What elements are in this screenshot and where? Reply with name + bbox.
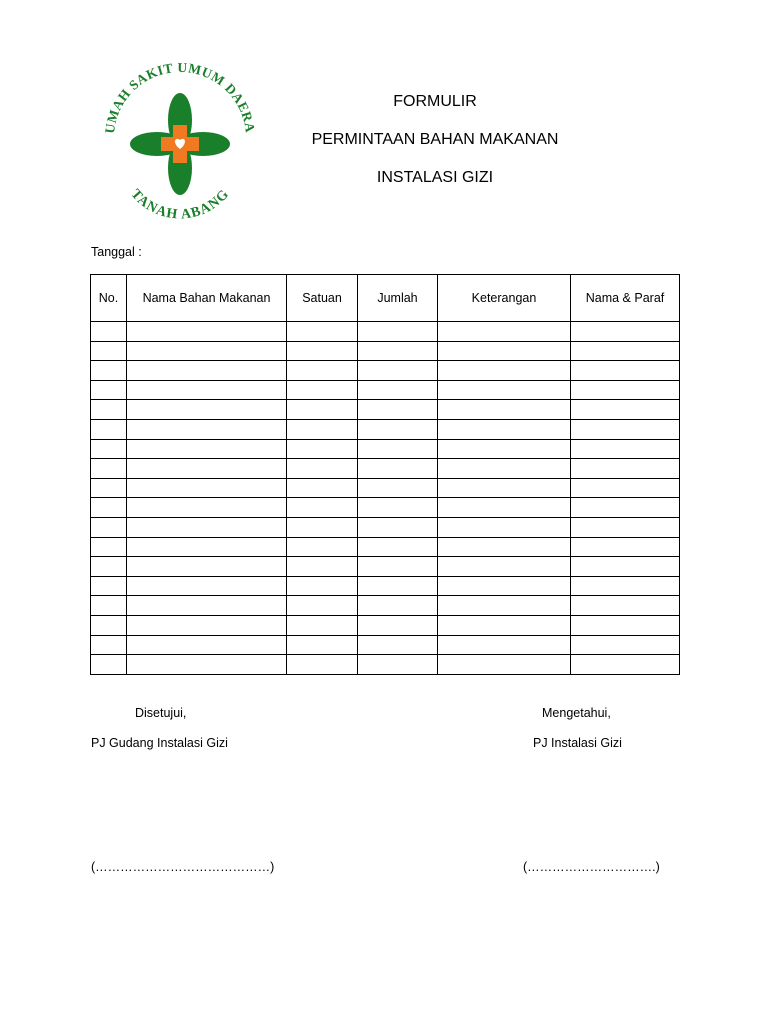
table-cell	[287, 635, 358, 655]
table-cell	[358, 615, 438, 635]
table-cell	[127, 478, 287, 498]
table-cell	[571, 478, 680, 498]
form-title	[280, 92, 590, 206]
table-cell	[571, 498, 680, 518]
table-cell	[438, 615, 571, 635]
table-cell	[571, 341, 680, 361]
table-cell	[287, 655, 358, 675]
title-line-2: PERMINTAAN BAHAN MAKANAN	[311, 131, 559, 148]
table-row	[91, 635, 680, 655]
table-cell	[91, 498, 127, 518]
table-cell	[358, 459, 438, 479]
hospital-logo	[90, 50, 272, 238]
table-cell	[438, 576, 571, 596]
table-cell	[358, 361, 438, 381]
table-cell	[91, 576, 127, 596]
table-cell	[91, 478, 127, 498]
table-cell	[127, 419, 287, 439]
table-cell	[438, 341, 571, 361]
title-line-3: INSTALASI GIZI	[376, 169, 494, 186]
table-cell	[438, 459, 571, 479]
table-cell	[571, 576, 680, 596]
table-cell	[287, 419, 358, 439]
date-label: Tanggal :	[91, 245, 142, 259]
table-row	[91, 655, 680, 675]
table-cell	[127, 635, 287, 655]
table-cell	[571, 655, 680, 675]
table-cell	[438, 400, 571, 420]
table-cell	[91, 400, 127, 420]
table-cell	[571, 361, 680, 381]
table-cell	[287, 537, 358, 557]
table-cell	[127, 537, 287, 557]
table-cell	[127, 322, 287, 342]
table-row	[91, 576, 680, 596]
table-body	[91, 322, 680, 675]
table-cell	[91, 596, 127, 616]
table-row	[91, 439, 680, 459]
table-cell	[91, 322, 127, 342]
table-cell	[438, 361, 571, 381]
left-role: PJ Gudang Instalasi Gizi	[91, 736, 228, 750]
table-cell	[438, 517, 571, 537]
table-cell	[358, 439, 438, 459]
table-cell	[287, 361, 358, 381]
table-cell	[91, 459, 127, 479]
table-cell	[571, 517, 680, 537]
table-cell	[91, 419, 127, 439]
table-cell	[358, 537, 438, 557]
header-keterangan: Keterangan	[438, 275, 571, 322]
table-cell	[91, 537, 127, 557]
table-cell	[287, 498, 358, 518]
table-cell	[438, 596, 571, 616]
table-cell	[571, 537, 680, 557]
table-cell	[91, 635, 127, 655]
table-cell	[91, 517, 127, 537]
table-row	[91, 380, 680, 400]
header-no: No.	[91, 275, 127, 322]
table-cell	[358, 419, 438, 439]
table-cell	[571, 635, 680, 655]
table-cell	[127, 557, 287, 577]
header-satuan: Satuan	[287, 275, 358, 322]
hospital-logo-graphic	[90, 50, 272, 238]
table-cell	[287, 517, 358, 537]
left-caption: Disetujui,	[135, 706, 187, 720]
table-row	[91, 537, 680, 557]
table-cell	[438, 557, 571, 577]
table-cell	[571, 380, 680, 400]
table-cell	[438, 439, 571, 459]
table-cell	[287, 576, 358, 596]
table-cell	[358, 557, 438, 577]
table-cell	[287, 380, 358, 400]
table-cell	[438, 478, 571, 498]
table-cell	[127, 596, 287, 616]
table-cell	[571, 439, 680, 459]
table-row	[91, 478, 680, 498]
table-cell	[358, 635, 438, 655]
table-row	[91, 341, 680, 361]
table-cell	[287, 557, 358, 577]
table-cell	[438, 635, 571, 655]
title-line-1: FORMULIR	[393, 93, 477, 110]
table-cell	[287, 322, 358, 342]
header-nama-bahan-makanan: Nama Bahan Makanan	[127, 275, 287, 322]
table-cell	[438, 537, 571, 557]
table-row	[91, 498, 680, 518]
table-cell	[571, 596, 680, 616]
table-cell	[358, 517, 438, 537]
table-row	[91, 517, 680, 537]
table-cell	[91, 380, 127, 400]
table-cell	[91, 557, 127, 577]
table-row	[91, 596, 680, 616]
table-cell	[358, 322, 438, 342]
table-header-row	[91, 275, 680, 322]
table-row	[91, 361, 680, 381]
table-cell	[127, 341, 287, 361]
cross-icon	[161, 125, 199, 163]
table-cell	[571, 400, 680, 420]
logo-text-top: UMAH SAKIT UMUM DAERA	[102, 59, 258, 135]
table-cell	[127, 361, 287, 381]
header-nama-paraf: Nama & Paraf	[571, 275, 680, 322]
logo-text-bottom: TANAH ABANG	[127, 186, 233, 223]
table-row	[91, 400, 680, 420]
table-cell	[571, 459, 680, 479]
table-cell	[91, 439, 127, 459]
right-role: PJ Instalasi Gizi	[533, 736, 622, 750]
table-cell	[287, 439, 358, 459]
table-cell	[438, 655, 571, 675]
table-cell	[287, 400, 358, 420]
table-cell	[91, 341, 127, 361]
table-cell	[127, 459, 287, 479]
table-row	[91, 419, 680, 439]
table-cell	[358, 380, 438, 400]
table-cell	[91, 361, 127, 381]
table-cell	[571, 557, 680, 577]
table-cell	[127, 517, 287, 537]
table-cell	[438, 380, 571, 400]
table-cell	[438, 322, 571, 342]
table-cell	[358, 596, 438, 616]
table-row	[91, 322, 680, 342]
table-cell	[127, 615, 287, 635]
request-table	[90, 274, 680, 675]
table-row	[91, 615, 680, 635]
table-cell	[571, 419, 680, 439]
table-cell	[438, 419, 571, 439]
table-cell	[287, 459, 358, 479]
table-cell	[358, 655, 438, 675]
table-cell	[358, 498, 438, 518]
table-cell	[127, 655, 287, 675]
table-cell	[91, 655, 127, 675]
table-cell	[358, 576, 438, 596]
table-cell	[438, 498, 571, 518]
table-cell	[571, 322, 680, 342]
table-row	[91, 459, 680, 479]
right-caption: Mengetahui,	[542, 706, 611, 720]
table-cell	[127, 576, 287, 596]
table-cell	[287, 596, 358, 616]
header-jumlah: Jumlah	[358, 275, 438, 322]
table-cell	[127, 380, 287, 400]
left-signature-line: (……………………………………)	[91, 860, 275, 874]
table-cell	[127, 400, 287, 420]
table-cell	[571, 615, 680, 635]
table-cell	[358, 478, 438, 498]
table-cell	[287, 615, 358, 635]
table-cell	[91, 615, 127, 635]
table-cell	[358, 400, 438, 420]
table-row	[91, 557, 680, 577]
table-cell	[127, 498, 287, 518]
table-cell	[127, 439, 287, 459]
table-cell	[358, 341, 438, 361]
table-cell	[287, 341, 358, 361]
right-signature-line: (………………………….)	[523, 860, 660, 874]
table-cell	[287, 478, 358, 498]
